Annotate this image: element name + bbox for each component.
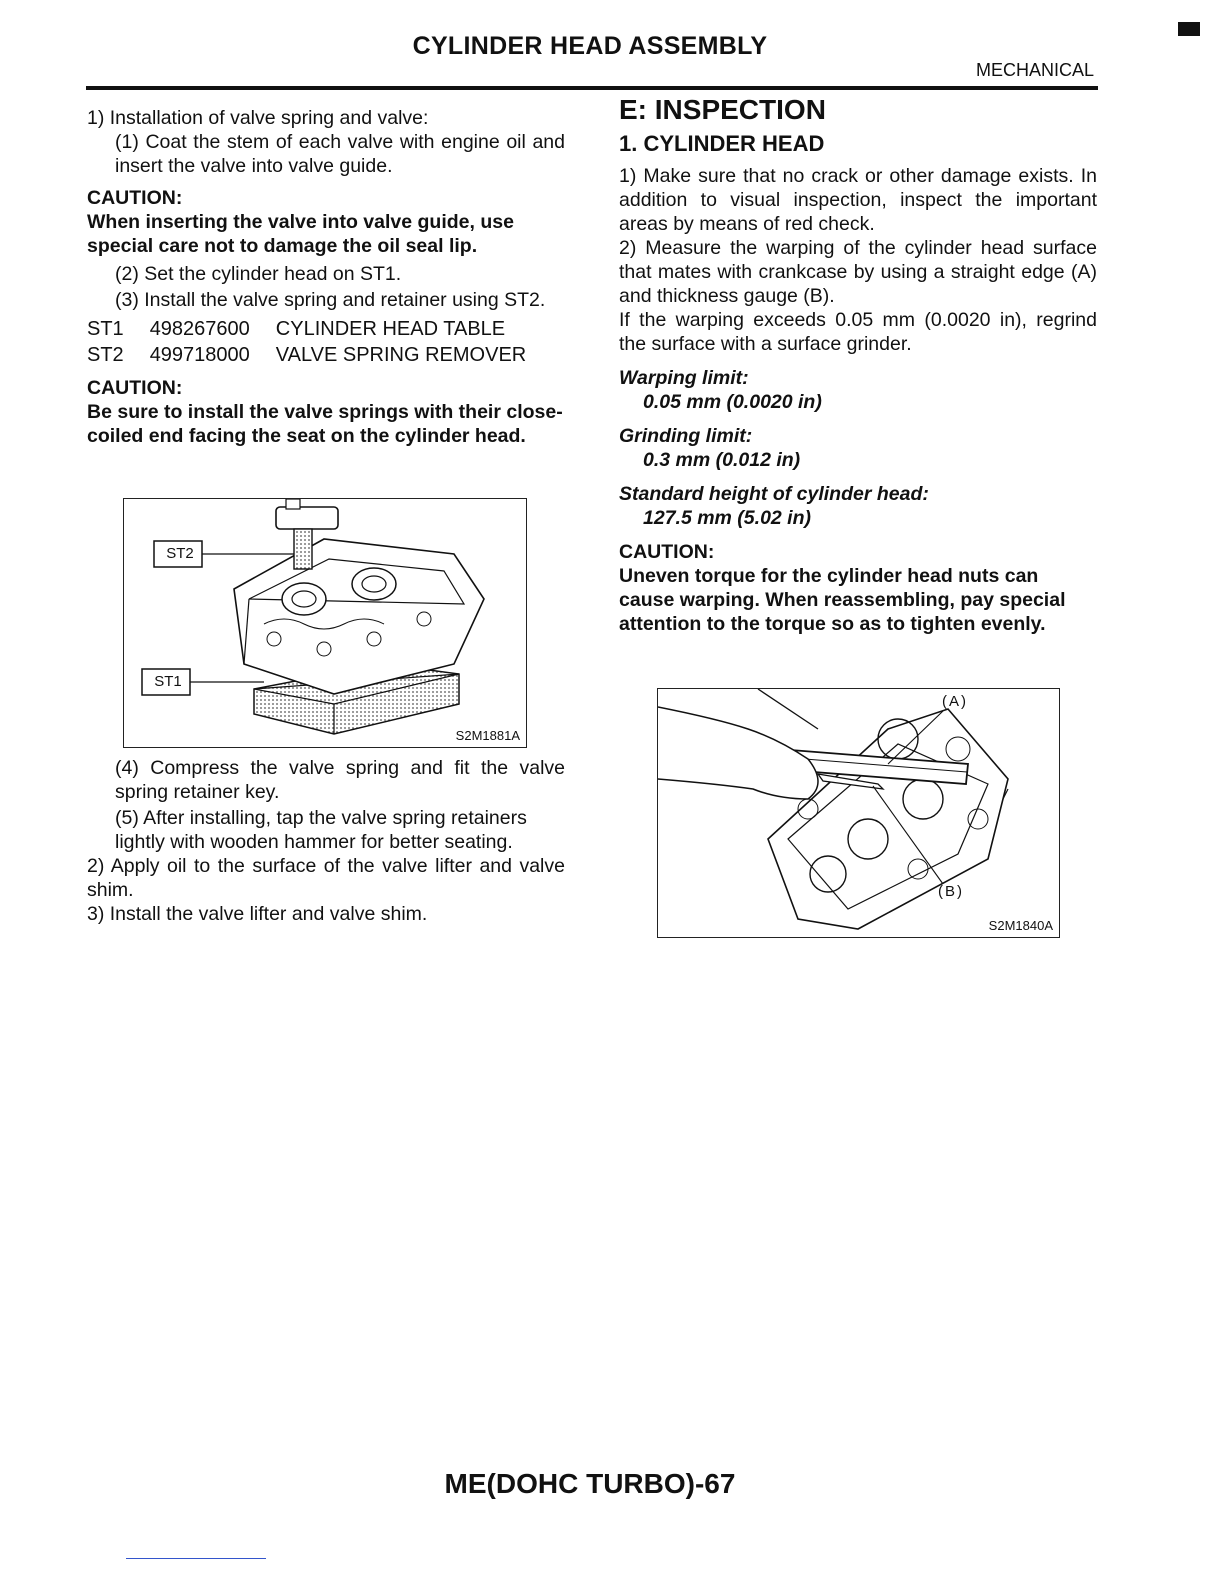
caution3-heading: CAUTION: <box>619 541 715 563</box>
caution2-heading: CAUTION: <box>87 377 183 399</box>
footer-line <box>126 1558 266 1559</box>
caution3-body: Uneven torque for the cylinder head nuts can cause warping. When reassembling, pay special attention to the torque so as to tighten evenly. <box>619 565 1066 635</box>
spec-value: 127.5 mm (5.02 in) <box>643 507 811 529</box>
figure-code: S2M1881A <box>455 728 520 743</box>
straight-edge-illustration <box>658 689 1059 937</box>
st1-label: ST1 <box>154 673 182 690</box>
figure-code: S2M1840A <box>988 918 1053 933</box>
inspection-para3: If the warping exceeds 0.05 mm (0.0020 in), regrind the surface with a surface grinder. <box>619 309 1097 355</box>
step1-sub1: (1) Coat the stem of each valve with engine oil and insert the valve into valve guide. <box>115 131 565 177</box>
figure-warping-measure <box>657 688 1060 938</box>
caution1-heading: CAUTION: <box>87 187 183 209</box>
inspection-para1: 1) Make sure that no crack or other damage exists. In addition to visual inspection, inspect the important areas by means of red check. <box>619 165 1097 235</box>
cylinder-head-subheading: 1. CYLINDER HEAD <box>619 131 825 156</box>
tool-name: VALVE SPRING REMOVER <box>275 344 527 366</box>
corner-mark <box>1178 22 1200 36</box>
spec-value: 0.3 mm (0.012 in) <box>643 449 801 471</box>
section-label: MECHANICAL <box>975 60 1094 80</box>
right-column <box>619 94 1097 636</box>
step1-sub4: (4) Compress the valve spring and fit the valve spring retainer key. <box>115 757 565 803</box>
step1-intro: 1) Installation of valve spring and valve: <box>87 107 429 129</box>
inspection-para2: 2) Measure the warping of the cylinder head surface that mates with crankcase by using a straight edge (A) and thickness gauge (B). <box>619 237 1097 307</box>
step2: 2) Apply oil to the surface of the valve lifter and valve shim. <box>87 855 565 901</box>
page-title: CYLINDER HEAD ASSEMBLY <box>412 32 768 60</box>
tool-part: 499718000 <box>149 344 250 366</box>
step3: 3) Install the valve lifter and valve shim. <box>87 903 428 925</box>
tool-row <box>87 316 552 342</box>
left-column-lower <box>87 756 565 926</box>
figure-valve-spring-install <box>123 498 527 748</box>
step1-sub2: (2) Set the cylinder head on ST1. <box>115 263 402 285</box>
tool-name: CYLINDER HEAD TABLE <box>275 318 506 340</box>
step1-sub3: (3) Install the valve spring and retainer using ST2. <box>115 289 546 311</box>
caution2-body: Be sure to install the valve springs with their close-coiled end facing the seat on the cylinder head. <box>87 401 563 447</box>
step1-sub5: (5) After installing, tap the valve spring retainers lightly with wooden hammer for better seating. <box>115 807 527 853</box>
cylinder-head-illustration <box>124 499 526 747</box>
label-b: (B) <box>938 883 964 900</box>
tool-row <box>87 342 552 368</box>
header-rule <box>86 86 1098 90</box>
st2-label: ST2 <box>166 545 194 562</box>
spec-label: Warping limit: <box>619 367 749 389</box>
caution1-body: When inserting the valve into valve guide, use special care not to damage the oil seal lip. <box>87 211 514 257</box>
tool-id: ST1 <box>87 318 124 340</box>
inspection-heading: E: INSPECTION <box>619 94 826 125</box>
tool-id: ST2 <box>87 344 124 366</box>
tool-table <box>87 316 552 368</box>
label-a: (A) <box>942 693 968 710</box>
page-reference: ME(DOHC TURBO)-67 <box>444 1468 736 1499</box>
left-column <box>87 106 565 448</box>
tool-part: 498267600 <box>149 318 250 340</box>
spec-value: 0.05 mm (0.0020 in) <box>643 391 822 413</box>
spec-label: Standard height of cylinder head: <box>619 483 929 505</box>
spec-label: Grinding limit: <box>619 425 753 447</box>
